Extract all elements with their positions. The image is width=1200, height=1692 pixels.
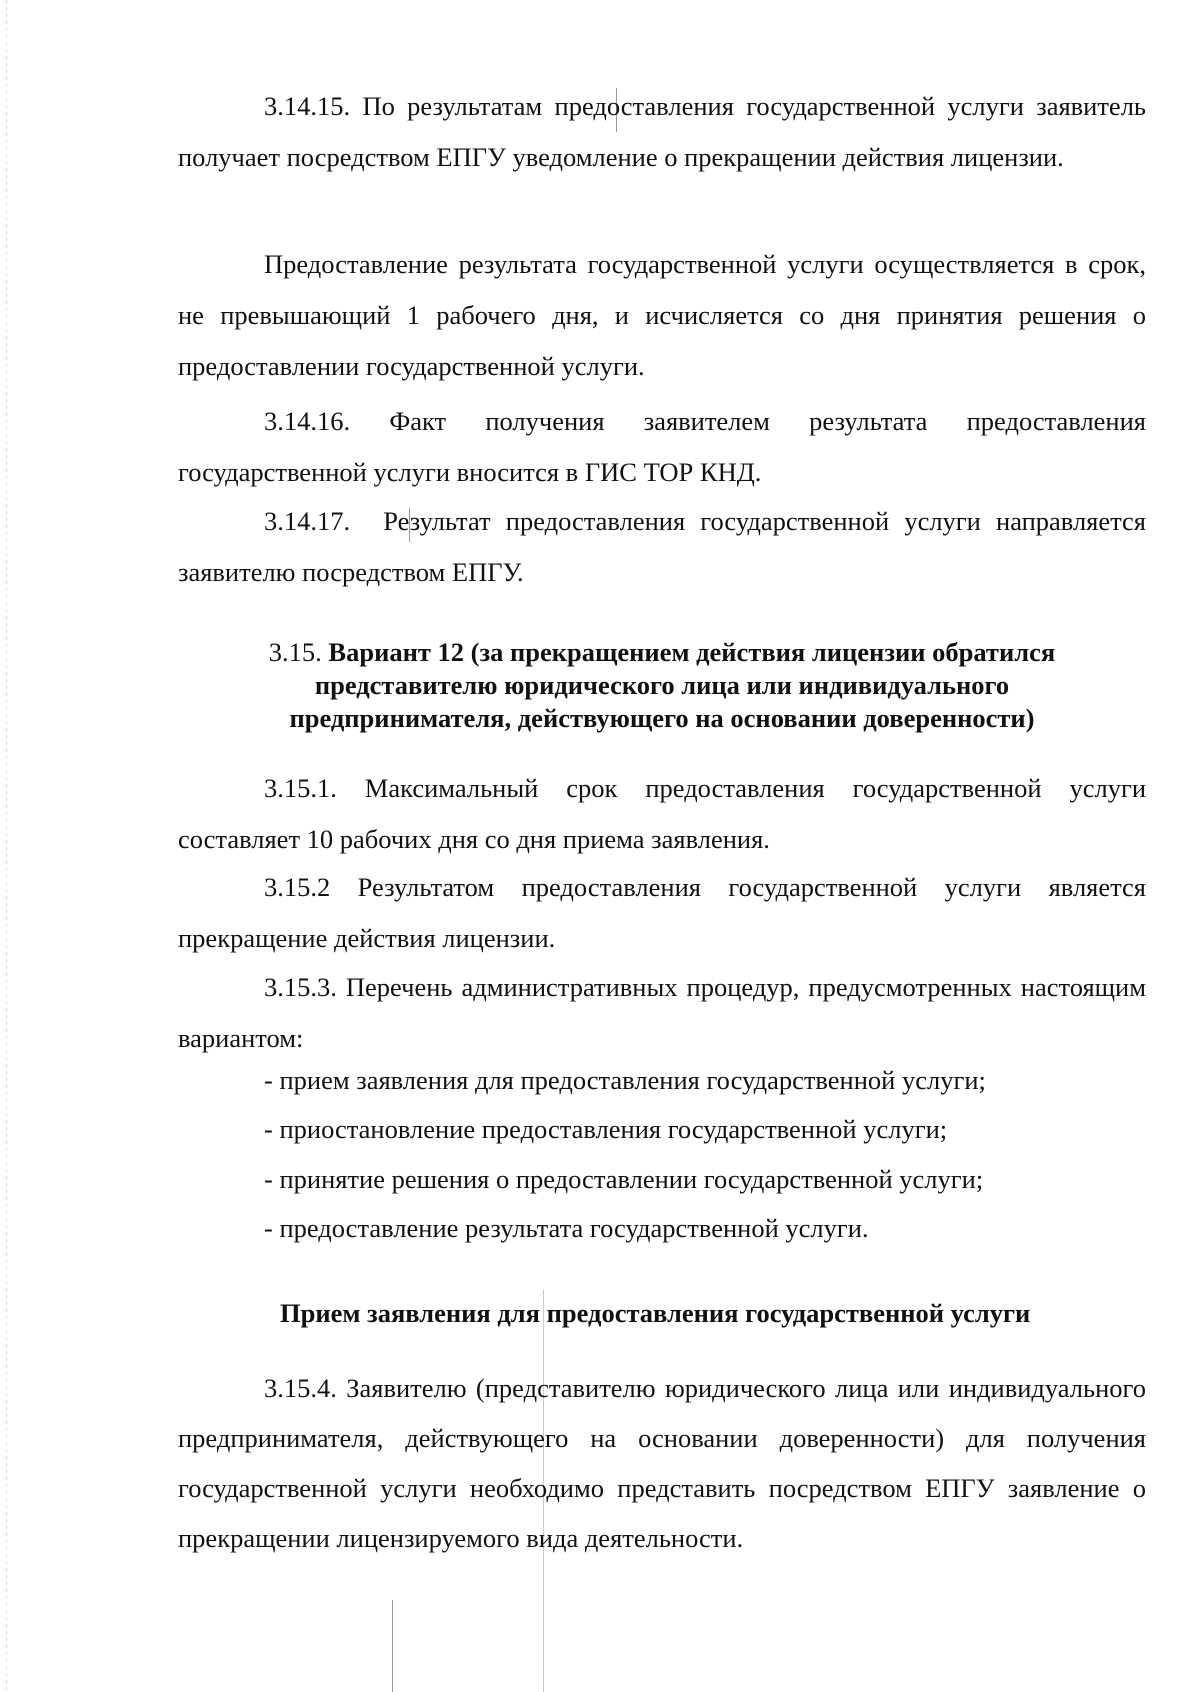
list-item: - принятие решения о предоставлении государственной услуги; <box>264 1164 984 1194</box>
section-title-line: представителю юридического лица или индивидуального <box>314 670 1010 700</box>
paragraph-3-14-16 <box>178 396 1146 498</box>
paragraph-number: 3.14.16. <box>264 406 351 436</box>
paragraph-3-15-3: 3.15.3. Перечень административных процедур, предусмотренных настоящим вариантом: <box>178 972 1146 1053</box>
section-title-line: Вариант 12 (за прекращением действия лицензии обратился <box>328 637 1056 667</box>
scan-artifact-line <box>392 1600 393 1692</box>
section-title-line: предпринимателя, действующего на основании доверенности) <box>289 703 1035 733</box>
list-item: - прием заявления для предоставления государственной услуги; <box>264 1065 986 1095</box>
paragraph-3-14-17 <box>178 496 1146 598</box>
paragraph-number: 3.14.15. <box>264 91 351 121</box>
section-3-15-heading <box>178 636 1146 735</box>
paragraph-3-14-15 <box>178 81 1146 183</box>
paragraph-text: Результат предоставления государственной услуги направляется заявителю посредством ЕПГУ. <box>178 506 1146 587</box>
paragraph-text: Факт получения заявителем результата предоставления государственной услуги вносится в ГИС ТОР КНД. <box>178 406 1146 487</box>
list-item: - предоставление результата государственной услуги. <box>264 1213 869 1243</box>
paragraph-3-15-1: 3.15.1. Максимальный срок предоставления государственной услуги составляет 10 рабочих дня со дня приема заявления. <box>178 773 1146 854</box>
paragraph-text: По результатам предоставления государственной услуги заявитель получает посредством ЕПГУ уведомление о прекращении действия лицензии. <box>178 91 1146 172</box>
scan-edge-artifact <box>6 0 7 1692</box>
paragraph-number: 3.14.17. <box>264 506 351 536</box>
section-number: 3.15. <box>268 637 322 667</box>
paragraph-result-delivery: Предоставление результата государственной услуги осуществляется в срок, не превышающий 1 рабочего дня, и исчисляется со дня принятия решения о предоставлении государственной услуги. <box>178 249 1146 381</box>
paragraph-3-15-4: 3.15.4. Заявителю (представителю юридического лица или индивидуального предпринимателя, действующего на основании доверенности) для получения государственной услуги необходимо представить посредством ЕПГУ заявление о прекращении лицензируемого вида деятельности. <box>178 1373 1146 1553</box>
list-item: - приостановление предоставления государственной услуги; <box>264 1114 948 1144</box>
paragraph-3-15-2: 3.15.2 Результатом предоставления государственной услуги является прекращение действия лицензии. <box>178 872 1146 953</box>
subheading-application-intake: Прием заявления для предоставления государственной услуги <box>280 1298 1031 1328</box>
